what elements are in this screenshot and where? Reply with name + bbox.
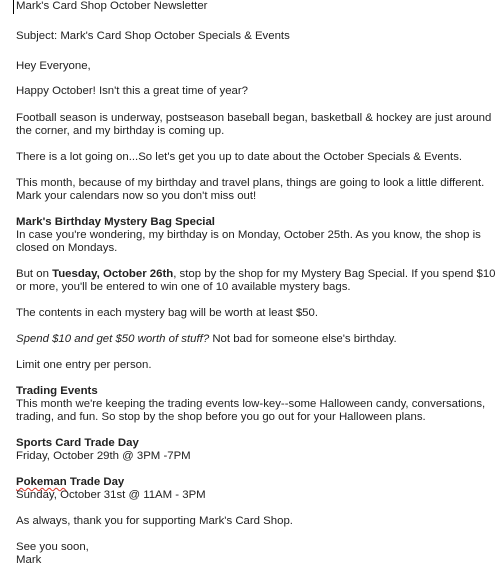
subject-line: Subject: Mark's Card Shop October Specials & Events [16,30,290,42]
update-paragraph: There is a lot going on...So let's get you up to date about the October Specials & Events. [16,151,463,163]
spend-paragraph [16,333,494,346]
spend-italic: Spend $10 and get $50 worth of stuff? [16,333,210,345]
birthday-paragraph-line-1: In case you're wondering, my birthday is on Monday, October 25th. As you know, the shop is [16,229,481,241]
intro-paragraph: Happy October! Isn't this a great time of year? [16,85,248,97]
misspelled-word[interactable]: Pokeman [16,476,67,488]
season-paragraph-line-2: the corner, and my birthday is coming up. [16,125,225,137]
tuesday-date-bold: Tuesday, October 26th [52,268,174,280]
trading-paragraph-line-1: This month we're keeping the trading events low-key--some Halloween candy, conversations, [16,398,486,410]
tuesday-rest: , stop by the shop for my Mystery Bag Special. If you spend $10 [173,268,496,280]
thanks-paragraph: As always, thank you for supporting Mark's Card Shop. [16,515,293,527]
newsletter-title-line [16,0,494,13]
pokemon-trade-day-date: Sunday, October 31st @ 11AM - 3PM [16,489,206,501]
pokemon-heading-rest: Trade Day [66,476,125,488]
spend-rest: Not bad for someone else's birthday. [209,333,397,345]
season-paragraph-line-1: Football season is underway, postseason baseball began, basketball & hockey are just around [16,112,492,124]
month-paragraph-line-2: Mark your calendars now so you don't miss out! [16,190,257,202]
sports-trade-day-heading: Sports Card Trade Day [16,437,139,449]
trading-paragraph-line-2: trading, and fun. So stop by the shop before you go out for your Halloween plans. [16,411,426,423]
birthday-special-heading: Mark's Birthday Mystery Bag Special [16,216,215,228]
newsletter-title: Mark's Card Shop October Newsletter [16,0,208,12]
signature: Mark [16,554,42,566]
text-cursor [13,0,14,14]
sports-trade-day-date: Friday, October 29th @ 3PM -7PM [16,450,191,462]
tuesday-paragraph-line-2: or more, you'll be entered to win one of 10 available mystery bags. [16,281,351,293]
trading-events-heading: Trading Events [16,385,98,397]
greeting: Hey Everyone, [16,60,91,72]
pokemon-trade-day-heading [16,476,494,489]
limit-paragraph: Limit one entry per person. [16,359,152,371]
month-paragraph-line-1: This month, because of my birthday and travel plans, things are going to look a little different. [16,177,485,189]
birthday-paragraph-line-2: closed on Mondays. [16,242,118,254]
tuesday-paragraph-line-1 [16,268,494,281]
tuesday-prefix: But on [16,268,53,280]
contents-paragraph: The contents in each mystery bag will be worth at least $50. [16,307,319,319]
closing-line: See you soon, [16,541,89,553]
